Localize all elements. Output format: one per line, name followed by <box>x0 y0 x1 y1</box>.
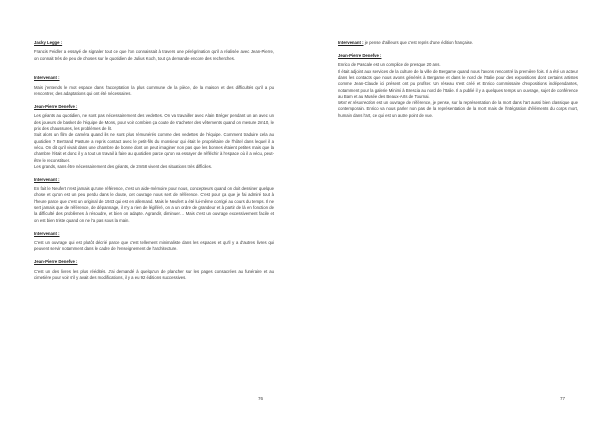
opening-line-text: je pense d'ailleurs que c'est repris d'une édition française. <box>363 40 474 45</box>
speaker-heading: Intervenant : <box>34 230 60 236</box>
paragraph: Enrico de Pascale est un complice de presque 20 ans. <box>338 62 441 68</box>
paragraph: Les grands, sans être nécessairement des géants, de 2m58 vivent des situations très difficiles. <box>34 163 213 169</box>
paragraph: C'est un des livres les plus réédités. J'ai demandé à quelqu'un de plancher sur les pages consacrées au funéraire et au cimetière pour voir s'il y avait des modifications, il y a eu 92 éditions successives. <box>34 268 274 280</box>
page-number: 76 <box>258 396 264 401</box>
speaker-heading: Jean-Pierre Denefve : <box>34 259 78 265</box>
speaker-heading: Intervenant : <box>338 40 364 45</box>
paragraph: Mais j'entends le mot espace dans l'acceptation la plus commune de la pièce, de la maison et des difficultés qu'il a pu rencontrer, des adaptations qui ont été nécessaires. <box>34 84 274 97</box>
paragraph: Francis Feidler a essayé de signaler tout ce que l'on connaissait à travers une pérégrination qu'il a réalisée avec Jean-Pierre, on connait très de peu de choses sur le quotidien de Julius Koch, tout ça demande encore des recherches. <box>34 49 274 61</box>
right-page-text <box>338 40 578 119</box>
speaker-heading: Jean-Pierre Denefve : <box>34 103 78 109</box>
paragraph <box>338 100 578 119</box>
speaker-heading: Intervenant : <box>34 176 60 182</box>
paragraph: Suit alors un film de caméra quand ils ne sont plus rémunérés comme des vedettes de l'équipe. Comment traduire cela au quotidien ? Bertrand Pasture a repris contact avec le petit-fils du monsieur qui était le propriétaire de l'hôtel dans lequel il a vécu. On dit qu'il vivait dans une chambre de bonne dont on peut imaginer non pas que les bonnes étaient petites mais que la chambre l'était et donc il y a tout un travail à faire au quotidien parce qu'on va essayer de réfléchir à l'espace où il a vécu, peut-être le reconstituer. <box>34 132 274 163</box>
page-number: 77 <box>560 396 566 401</box>
left-page-text <box>34 40 274 281</box>
paragraph: Les géants au quotidien, ne sont pas nécessairement des vedettes. On va travailler avec Alain Bréger pendant un an avec un des joueurs de basket de l'équipe de Mons, pour voir combien ça coute de s'acheter des vêtements quand on mesure 2m10, le prix des chaussures, les problèmes de lit. <box>34 113 274 132</box>
speaker-heading: Jacky Legge : <box>34 40 63 45</box>
paragraph: Il était adjoint aux services de la culture de la ville de Bergame quand nous l'avons rencontré la première fois. Il a été un acteur dans les contacts que nous avons générés à Bergame et dans le nord de l'Italie pour des expositions dont certains artistes comme Jean-Claude ici présent ont pu profiter. Un réseau s'est créé et Enrico commissaire d'expositions indépendantes, notamment pour la galerie Minimi à Brescia au nord de l'Italie. Il a publié il y a quelques temps un ouvrage, sujet de conférence au Bam et au Musée des Beaux-Arts de Tournai. <box>338 68 578 99</box>
speaker-heading: Intervenant : <box>34 75 60 81</box>
paragraph-text: est un ouvrage de référence, je pense, sur la représentation de la mort dans l'art aussi bien classique que contemporain. Enrico va nous parler non pas de la représentation de la mort mais de l'intégration d'éléments du corps mort, humain dans l'art, ce qui est un autre point de vue. <box>338 100 578 118</box>
paragraph: C'est un ouvrage qui est plutôt décrié parce que c'est tellement minimaliste dans les espaces et qu'il y a d'autres livres qui peuvent servir notamment dans le cadre de l'enseignement de l'architecture. <box>34 240 274 252</box>
paragraph: En fait le Neufert n'est jamais qu'une référence, c'est un aide-mémoire pour nous, concepteurs quand on doit dessiner quelque chose et qu'on est un peu perdu dans le doute, cet ouvrage nous sert de référence. C'est pour ça que je fai admiré tout à l'heure parce que c'est un original de 1943 qui est en allemand. Mais le Neufert a été lui-même corrigé au cours du temps. Il ne sert jamais que de référence, de dépannage, il n'y a rien de légiféré, on a un ordre de grandeur et à partir de là en fonction de la difficulté des problèmes à résoudre, et bien on adapte. Agrandir, diminuer… Mais c'est un ouvrage excessivement facile et on est bien triste quand on ne l'a pas sous la main. <box>34 186 274 223</box>
speaker-heading: Jean-Pierre Denefve : <box>338 52 382 58</box>
book-title: Mort et résurrection <box>338 100 376 106</box>
